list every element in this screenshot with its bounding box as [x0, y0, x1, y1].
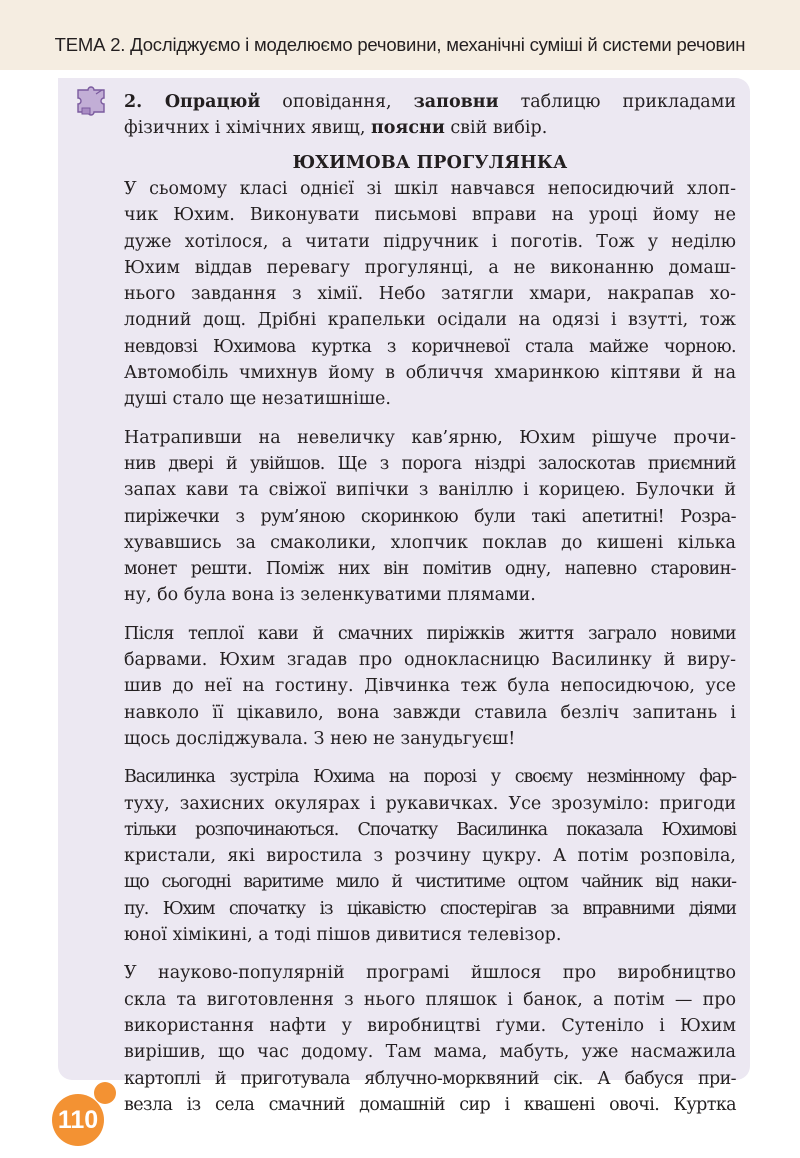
story-line: скла та виготовлення з нього пляшок і банок, а потім — про: [124, 989, 736, 1010]
story-line: везла із села смачний домашній сир і квашені овочі. Куртка: [124, 1094, 736, 1115]
task-verb-explain: поясни: [370, 118, 445, 138]
story-title: ЮХИМОВА ПРОГУЛЯНКА: [292, 153, 568, 173]
story-line: монет решти. Поміж них він помітив одну, напевно старовин-: [124, 559, 736, 580]
story-line: нив двері й увійшов. Ще з порога ніздрі залоскотав приємний: [124, 453, 736, 474]
header-title: ТЕМА 2. Досліджуємо і моделюємо речовини, механічні суміші й системи речовин: [54, 34, 746, 55]
story-line: пу. Юхим спочатку із цікавістю спостерігав за вправними діями: [124, 898, 736, 919]
story-paragraph: [124, 425, 736, 609]
task-verb-fill: заповни: [413, 92, 499, 112]
story-line: лодний дощ. Дрібні крапельки осідали на одязі і взутті, тож: [124, 310, 736, 331]
story-line: пиріжечки з рум’яною скоринкою були такі апетитні! Розра-: [124, 506, 736, 527]
story-line: запах кави та свіжої випічки з ваніллю і корицею. Булочки й: [124, 480, 736, 501]
story-line: тільки розпочинаються. Спочатку Василинка показала Юхимові: [124, 819, 736, 840]
story-line: Натрапивши на невеличку кав’ярню, Юхим рішуче прочи-: [124, 427, 736, 448]
task-line: фізичних і хімічних явищ, поясни свій вибір.: [124, 118, 548, 138]
story-paragraph: [124, 764, 736, 948]
page-number: 110: [57, 1106, 99, 1134]
story-line: Автомобіль чмихнув йому в обличчя хмаринкою кіптяви й на: [124, 363, 736, 384]
story-line: щось досліджувала. З нею не занудьгуєш!: [124, 728, 516, 749]
story-line: вирішив, що час додому. Там мама, мабуть, уже насмажила: [124, 1042, 736, 1063]
story-line: Василинка зустріла Юхима на порозі у своєму незмінному фар-: [124, 767, 736, 788]
story-line: Після теплої кави й смачних пиріжків життя заграло новими: [124, 623, 736, 644]
story-line: нього завдання з хімії. Небо затягли хмари, накрапав хо-: [124, 284, 736, 305]
page-badge-dot: [94, 1082, 116, 1104]
story-line: У сьомому класі однієї зі шкіл навчався непосидючий хлоп-: [124, 179, 736, 199]
story: [124, 150, 736, 1130]
story-line: хувавшись за смаколики, хлопчик поклав до кишені кілька: [124, 532, 736, 553]
task-verb-process: Опрацюй: [164, 92, 261, 112]
task-number: 2.: [124, 92, 165, 112]
story-line: Юхим віддав перевагу прогулянці, а не виконанню домаш-: [124, 257, 736, 278]
puzzle-icon: [72, 86, 112, 116]
story-line: дуже хотілося, а читати підручник і поготів. Тож у неділю: [124, 231, 736, 252]
story-line: невдовзі Юхимова куртка з коричневої стала майже чорною.: [124, 336, 736, 357]
story-line: барвами. Юхим згадав про однокласницю Василинку й виру-: [124, 650, 736, 671]
story-line: У науково-популярній програмі йшлося про виробництво: [124, 963, 736, 984]
story-line: душі стало ще незатишніше.: [124, 389, 391, 410]
story-paragraph: [124, 176, 736, 413]
story-line: чик Юхим. Виконувати письмові вправи на уроці йому не: [124, 205, 736, 226]
story-line: картоплі й приготувала яблучно-морквяний сік. А бабуся при-: [124, 1068, 736, 1089]
task-instruction: [124, 89, 736, 141]
story-line: навколо її цікавило, вона завжди ставила безліч запитань і: [124, 702, 736, 723]
story-line: шив до неї на гостину. Дівчинка теж була непосидючою, усе: [124, 676, 736, 697]
story-line: що сьогодні варитиме мило й чиститиме оцтом чайник від наки-: [124, 872, 736, 893]
story-paragraph: [124, 960, 736, 1118]
task-line: 2. Опрацюй оповідання, заповни таблицю прикладами: [124, 92, 736, 112]
story-line: ну, бо була вона із зеленкуватими плямами.: [124, 585, 536, 606]
story-line: туху, захисних окулярах і рукавичках. Усе зрозуміло: пригоди: [124, 793, 736, 814]
story-line: юної хімікині, а тоді пішов дивитися телевізор.: [124, 925, 562, 946]
story-line: використання нафти у виробництві ґуми. Сутеніло і Юхим: [124, 1015, 736, 1036]
story-line: кристали, які виростила з розчину цукру. А потім розповіла,: [124, 846, 736, 867]
story-paragraph: [124, 621, 736, 752]
